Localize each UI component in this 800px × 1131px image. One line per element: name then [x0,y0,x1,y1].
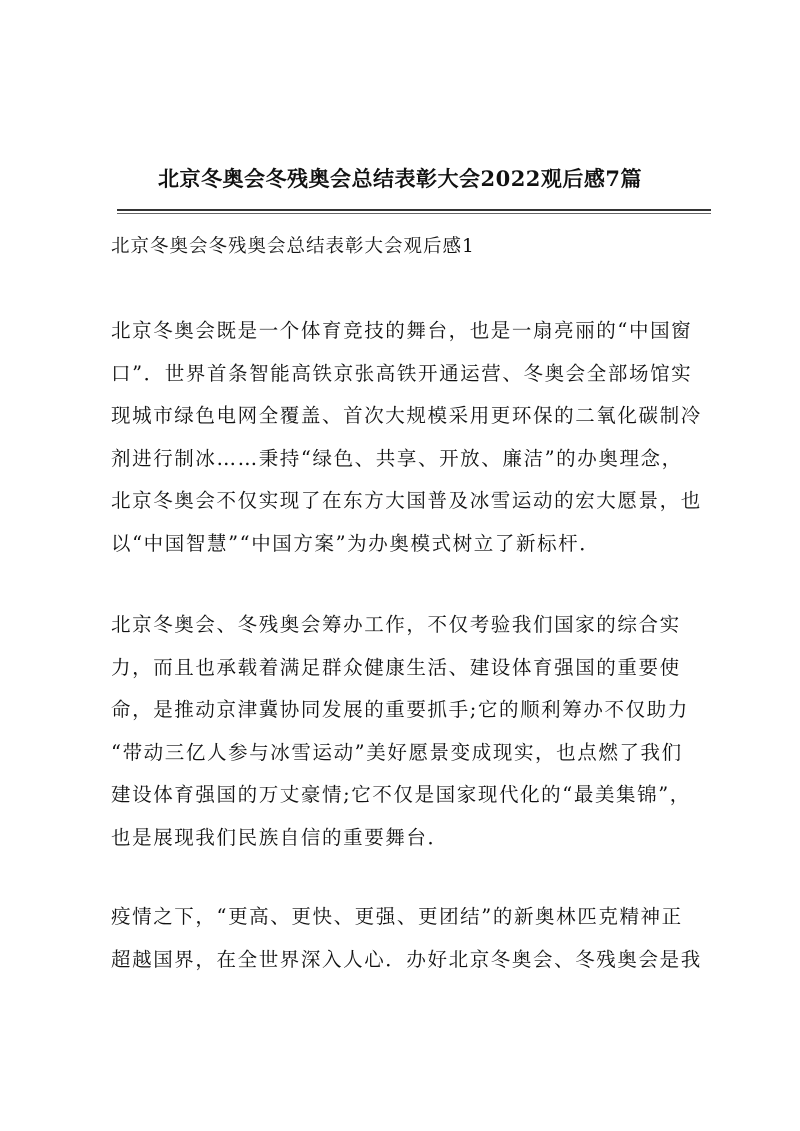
paragraph-1 [111,310,711,565]
paragraph-line: 口”．世界首条智能高铁京张高铁开通运营、冬奥会全部场馆实 [111,361,693,385]
paragraph-line: 以“中国智慧”“中国方案”为办奥模式树立了新标杆． [111,531,601,555]
document-title: 北京冬奥会冬残奥会总结表彰大会2022观后感7篇 [157,166,643,191]
paragraph-line: 力，而且也承载着满足群众健康生活、建设体育强国的重要使 [111,655,681,679]
title-divider [117,209,711,211]
paragraph-line: 北京冬奥会不仅实现了在东方大国普及冰雪运动的宏大愿景，也 [111,489,702,512]
paragraph-line: 建设体育强国的万丈豪情;它不仅是国家现代化的“最美集锦”， [111,783,691,806]
paragraph-line: 命，是推动京津冀协同发展的重要抓手;它的顺利筹办不仅助力 [111,698,689,721]
paragraph-2 [111,604,711,859]
paragraph-line: 北京冬奥会、冬残奥会筹办工作，不仅考验我们国家的综合实 [111,613,681,636]
paragraph-3 [111,896,711,981]
paragraph-line: 超越国界，在全世界深入人心．办好北京冬奥会、冬残奥会是我 [111,947,702,971]
paragraph-line: 也是展现我们民族自信的重要舞台． [111,825,449,849]
paragraph-line: 现城市绿色电网全覆盖、首次大规模采用更环保的二氧化碳制冷 [111,404,702,427]
paragraph-line: 北京冬奥会既是一个体育竞技的舞台，也是一扇亮丽的“中国窗 [111,319,693,342]
section-heading: 北京冬奥会冬残奥会总结表彰大会观后感1 [111,236,475,257]
paragraph-line: 剂进行制冰……秉持“绿色、共享、开放、廉洁”的办奥理念， [111,446,683,470]
paragraph-line: 疫情之下，“更高、更快、更强、更团结”的新奥林匹克精神正 [111,905,683,928]
paragraph-line: “带动三亿人参与冰雪运动”美好愿景变成现实，也点燃了我们 [111,740,683,764]
